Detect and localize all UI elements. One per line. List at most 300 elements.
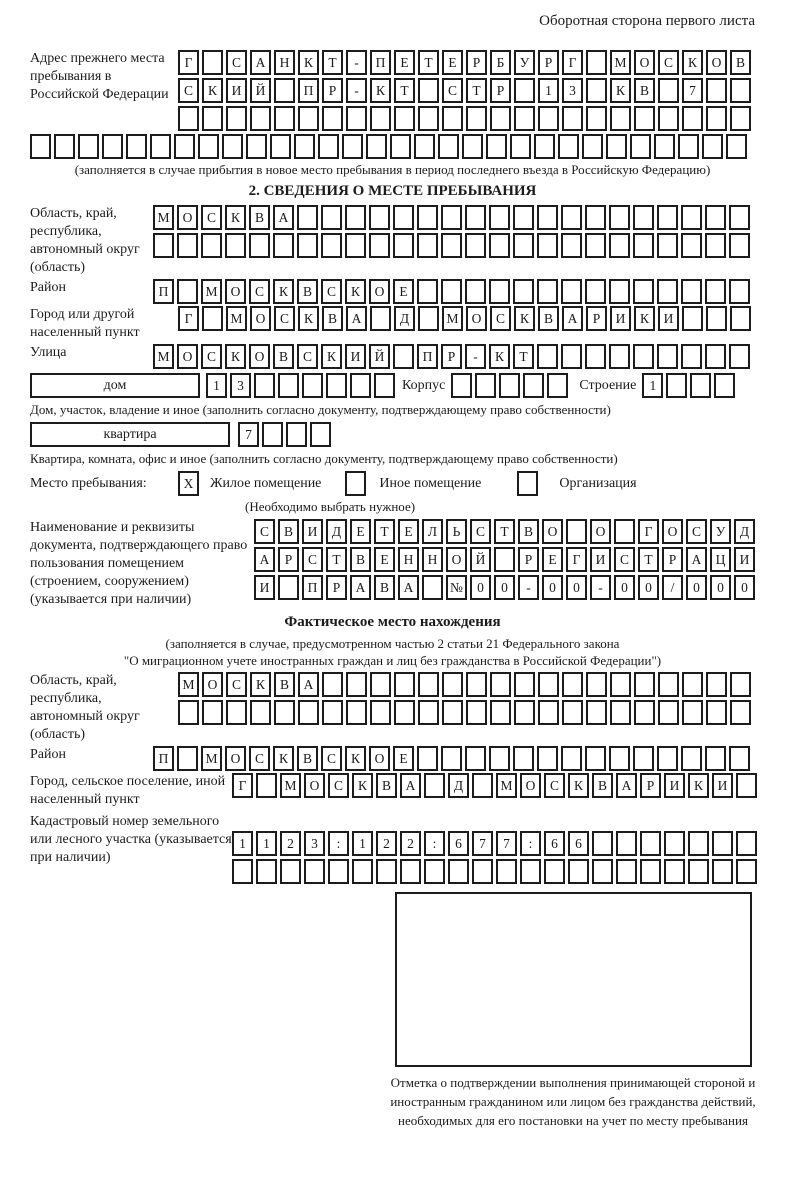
char-cell[interactable]	[226, 700, 247, 725]
char-cell[interactable]: 1	[232, 831, 253, 856]
char-cell[interactable]: Т	[418, 50, 439, 75]
char-cell[interactable]: В	[322, 306, 343, 331]
checkbox-residential[interactable]: X	[178, 471, 199, 496]
char-cell[interactable]: 1	[352, 831, 373, 856]
char-cell[interactable]: К	[321, 344, 342, 369]
char-cell[interactable]: 2	[280, 831, 301, 856]
char-cell[interactable]	[538, 700, 559, 725]
char-cell[interactable]: Т	[466, 78, 487, 103]
char-cell[interactable]: Г	[178, 50, 199, 75]
char-cell[interactable]: Г	[562, 50, 583, 75]
char-cell[interactable]: 0	[566, 575, 587, 600]
char-cell[interactable]	[534, 134, 555, 159]
char-cell[interactable]	[393, 233, 414, 258]
char-cell[interactable]	[730, 106, 751, 131]
char-cell[interactable]: К	[370, 78, 391, 103]
char-cell[interactable]	[586, 700, 607, 725]
char-cell[interactable]: С	[658, 50, 679, 75]
char-cell[interactable]: В	[350, 547, 371, 572]
char-cell[interactable]	[681, 344, 702, 369]
char-cell[interactable]	[585, 746, 606, 771]
char-cell[interactable]	[270, 134, 291, 159]
char-cell[interactable]	[177, 746, 198, 771]
char-cell[interactable]	[326, 373, 347, 398]
char-cell[interactable]	[418, 672, 439, 697]
char-cell[interactable]: :	[520, 831, 541, 856]
char-cell[interactable]	[202, 700, 223, 725]
char-cell[interactable]	[202, 50, 223, 75]
char-cell[interactable]	[369, 233, 390, 258]
char-cell[interactable]	[256, 859, 277, 884]
char-cell[interactable]: Ь	[446, 519, 467, 544]
char-cell[interactable]	[310, 422, 331, 447]
char-cell[interactable]	[254, 373, 275, 398]
char-cell[interactable]	[280, 859, 301, 884]
char-cell[interactable]: К	[514, 306, 535, 331]
char-cell[interactable]	[657, 746, 678, 771]
char-cell[interactable]	[658, 106, 679, 131]
char-cell[interactable]: Й	[250, 78, 271, 103]
char-cell[interactable]	[657, 279, 678, 304]
char-cell[interactable]: В	[592, 773, 613, 798]
char-cell[interactable]: А	[250, 50, 271, 75]
char-cell[interactable]	[514, 78, 535, 103]
char-cell[interactable]: Р	[518, 547, 539, 572]
char-cell[interactable]	[609, 746, 630, 771]
char-cell[interactable]	[630, 134, 651, 159]
char-cell[interactable]: Е	[442, 50, 463, 75]
char-cell[interactable]: В	[730, 50, 751, 75]
char-cell[interactable]	[441, 279, 462, 304]
char-cell[interactable]	[274, 700, 295, 725]
char-cell[interactable]: 3	[562, 78, 583, 103]
char-cell[interactable]: К	[688, 773, 709, 798]
char-cell[interactable]	[394, 672, 415, 697]
char-cell[interactable]	[706, 78, 727, 103]
char-cell[interactable]: П	[370, 50, 391, 75]
char-cell[interactable]	[592, 859, 613, 884]
char-cell[interactable]: С	[249, 279, 270, 304]
char-cell[interactable]	[682, 672, 703, 697]
char-cell[interactable]: 7	[472, 831, 493, 856]
char-cell[interactable]	[274, 78, 295, 103]
char-cell[interactable]: 1	[256, 831, 277, 856]
char-cell[interactable]	[424, 859, 445, 884]
char-cell[interactable]: И	[734, 547, 755, 572]
char-cell[interactable]: И	[610, 306, 631, 331]
char-cell[interactable]: О	[706, 50, 727, 75]
char-cell[interactable]: К	[298, 50, 319, 75]
char-cell[interactable]	[681, 205, 702, 230]
char-cell[interactable]	[490, 700, 511, 725]
char-cell[interactable]: О	[662, 519, 683, 544]
char-cell[interactable]	[466, 106, 487, 131]
char-cell[interactable]: Е	[393, 746, 414, 771]
char-cell[interactable]	[54, 134, 75, 159]
char-cell[interactable]	[666, 373, 687, 398]
char-cell[interactable]	[562, 672, 583, 697]
char-cell[interactable]	[561, 279, 582, 304]
char-cell[interactable]: М	[153, 344, 174, 369]
char-cell[interactable]	[297, 233, 318, 258]
char-cell[interactable]	[609, 205, 630, 230]
char-cell[interactable]	[562, 700, 583, 725]
char-cell[interactable]	[249, 233, 270, 258]
char-cell[interactable]	[682, 106, 703, 131]
char-cell[interactable]	[729, 205, 750, 230]
char-cell[interactable]: Р	[490, 78, 511, 103]
char-cell[interactable]	[490, 106, 511, 131]
char-cell[interactable]	[633, 746, 654, 771]
char-cell[interactable]	[262, 422, 283, 447]
char-cell[interactable]	[322, 700, 343, 725]
char-cell[interactable]: 1	[642, 373, 663, 398]
char-cell[interactable]	[370, 306, 391, 331]
char-cell[interactable]: К	[273, 279, 294, 304]
char-cell[interactable]	[297, 205, 318, 230]
char-cell[interactable]	[706, 106, 727, 131]
char-cell[interactable]	[730, 700, 751, 725]
char-cell[interactable]	[198, 134, 219, 159]
char-cell[interactable]: Е	[374, 547, 395, 572]
char-cell[interactable]	[322, 106, 343, 131]
char-cell[interactable]: О	[202, 672, 223, 697]
char-cell[interactable]	[586, 50, 607, 75]
char-cell[interactable]	[729, 279, 750, 304]
char-cell[interactable]	[472, 773, 493, 798]
char-cell[interactable]: Й	[470, 547, 491, 572]
char-cell[interactable]	[298, 106, 319, 131]
char-cell[interactable]: Е	[394, 50, 415, 75]
char-cell[interactable]	[610, 672, 631, 697]
char-cell[interactable]: К	[352, 773, 373, 798]
char-cell[interactable]	[226, 106, 247, 131]
char-cell[interactable]	[418, 700, 439, 725]
char-cell[interactable]: П	[153, 279, 174, 304]
char-cell[interactable]	[616, 859, 637, 884]
char-cell[interactable]: К	[345, 746, 366, 771]
char-cell[interactable]: В	[278, 519, 299, 544]
char-cell[interactable]: С	[249, 746, 270, 771]
char-cell[interactable]	[466, 700, 487, 725]
char-cell[interactable]: Л	[422, 519, 443, 544]
char-cell[interactable]	[304, 859, 325, 884]
char-cell[interactable]: Р	[278, 547, 299, 572]
char-cell[interactable]: 2	[376, 831, 397, 856]
char-cell[interactable]: У	[710, 519, 731, 544]
char-cell[interactable]	[417, 205, 438, 230]
checkbox-organization[interactable]	[517, 471, 538, 496]
char-cell[interactable]: А	[686, 547, 707, 572]
char-cell[interactable]: Т	[494, 519, 515, 544]
char-cell[interactable]	[322, 672, 343, 697]
char-cell[interactable]	[705, 344, 726, 369]
char-cell[interactable]	[321, 233, 342, 258]
char-cell[interactable]	[633, 205, 654, 230]
char-cell[interactable]	[544, 859, 565, 884]
char-cell[interactable]	[681, 233, 702, 258]
char-cell[interactable]	[537, 344, 558, 369]
char-cell[interactable]: С	[226, 672, 247, 697]
char-cell[interactable]: 6	[568, 831, 589, 856]
char-cell[interactable]	[222, 134, 243, 159]
char-cell[interactable]	[465, 205, 486, 230]
char-cell[interactable]	[513, 279, 534, 304]
char-cell[interactable]	[523, 373, 544, 398]
char-cell[interactable]: С	[302, 547, 323, 572]
char-cell[interactable]: :	[328, 831, 349, 856]
char-cell[interactable]	[177, 233, 198, 258]
char-cell[interactable]: Р	[322, 78, 343, 103]
char-cell[interactable]: Т	[638, 547, 659, 572]
char-cell[interactable]	[441, 205, 462, 230]
char-cell[interactable]	[730, 672, 751, 697]
char-cell[interactable]: :	[424, 831, 445, 856]
char-cell[interactable]: П	[302, 575, 323, 600]
char-cell[interactable]: С	[321, 746, 342, 771]
char-cell[interactable]: С	[178, 78, 199, 103]
char-cell[interactable]: -	[465, 344, 486, 369]
char-cell[interactable]	[688, 831, 709, 856]
char-cell[interactable]	[729, 233, 750, 258]
char-cell[interactable]	[586, 106, 607, 131]
char-cell[interactable]	[346, 672, 367, 697]
char-cell[interactable]: Т	[374, 519, 395, 544]
char-cell[interactable]	[225, 233, 246, 258]
char-cell[interactable]: 7	[238, 422, 259, 447]
char-cell[interactable]	[513, 746, 534, 771]
char-cell[interactable]	[606, 134, 627, 159]
char-cell[interactable]	[664, 831, 685, 856]
char-cell[interactable]	[394, 106, 415, 131]
char-cell[interactable]: С	[490, 306, 511, 331]
char-cell[interactable]: Р	[326, 575, 347, 600]
char-cell[interactable]: -	[346, 50, 367, 75]
char-cell[interactable]	[726, 134, 747, 159]
char-cell[interactable]	[640, 859, 661, 884]
char-cell[interactable]	[400, 859, 421, 884]
char-cell[interactable]: М	[178, 672, 199, 697]
char-cell[interactable]: 6	[544, 831, 565, 856]
char-cell[interactable]	[345, 233, 366, 258]
char-cell[interactable]	[417, 233, 438, 258]
char-cell[interactable]	[562, 106, 583, 131]
char-cell[interactable]	[462, 134, 483, 159]
char-cell[interactable]: К	[225, 344, 246, 369]
char-cell[interactable]	[438, 134, 459, 159]
char-cell[interactable]: Р	[538, 50, 559, 75]
char-cell[interactable]	[585, 205, 606, 230]
char-cell[interactable]	[250, 700, 271, 725]
char-cell[interactable]	[654, 134, 675, 159]
char-cell[interactable]: С	[274, 306, 295, 331]
char-cell[interactable]	[489, 205, 510, 230]
char-cell[interactable]: -	[590, 575, 611, 600]
char-cell[interactable]	[558, 134, 579, 159]
char-cell[interactable]: М	[496, 773, 517, 798]
char-cell[interactable]	[302, 373, 323, 398]
char-cell[interactable]	[736, 773, 757, 798]
char-cell[interactable]: В	[297, 746, 318, 771]
char-cell[interactable]	[585, 344, 606, 369]
char-cell[interactable]: -	[346, 78, 367, 103]
char-cell[interactable]	[706, 306, 727, 331]
char-cell[interactable]	[658, 78, 679, 103]
char-cell[interactable]	[513, 205, 534, 230]
char-cell[interactable]	[418, 306, 439, 331]
char-cell[interactable]	[352, 859, 373, 884]
char-cell[interactable]	[246, 134, 267, 159]
char-cell[interactable]: К	[682, 50, 703, 75]
char-cell[interactable]: Р	[586, 306, 607, 331]
char-cell[interactable]	[174, 134, 195, 159]
char-cell[interactable]	[298, 700, 319, 725]
char-cell[interactable]	[273, 233, 294, 258]
char-cell[interactable]: 0	[494, 575, 515, 600]
char-cell[interactable]: М	[442, 306, 463, 331]
char-cell[interactable]	[286, 422, 307, 447]
char-cell[interactable]: К	[489, 344, 510, 369]
char-cell[interactable]: 6	[448, 831, 469, 856]
char-cell[interactable]	[681, 746, 702, 771]
char-cell[interactable]: В	[273, 344, 294, 369]
char-cell[interactable]	[561, 746, 582, 771]
char-cell[interactable]	[514, 106, 535, 131]
char-cell[interactable]	[489, 746, 510, 771]
char-cell[interactable]: С	[201, 344, 222, 369]
char-cell[interactable]: О	[542, 519, 563, 544]
char-cell[interactable]	[126, 134, 147, 159]
char-cell[interactable]	[658, 700, 679, 725]
char-cell[interactable]: 0	[542, 575, 563, 600]
char-cell[interactable]: К	[610, 78, 631, 103]
char-cell[interactable]	[442, 106, 463, 131]
char-cell[interactable]	[490, 672, 511, 697]
char-cell[interactable]	[706, 700, 727, 725]
char-cell[interactable]	[561, 233, 582, 258]
char-cell[interactable]	[705, 746, 726, 771]
char-cell[interactable]	[153, 233, 174, 258]
char-cell[interactable]	[376, 859, 397, 884]
char-cell[interactable]: Н	[274, 50, 295, 75]
char-cell[interactable]	[682, 700, 703, 725]
char-cell[interactable]: М	[610, 50, 631, 75]
char-cell[interactable]	[610, 106, 631, 131]
char-cell[interactable]	[568, 859, 589, 884]
char-cell[interactable]	[705, 205, 726, 230]
char-cell[interactable]: Г	[232, 773, 253, 798]
char-cell[interactable]: 1	[538, 78, 559, 103]
char-cell[interactable]: В	[374, 575, 395, 600]
char-cell[interactable]	[537, 233, 558, 258]
char-cell[interactable]: Р	[441, 344, 462, 369]
char-cell[interactable]: С	[254, 519, 275, 544]
char-cell[interactable]	[465, 279, 486, 304]
char-cell[interactable]	[346, 106, 367, 131]
char-cell[interactable]	[422, 575, 443, 600]
char-cell[interactable]	[102, 134, 123, 159]
char-cell[interactable]: К	[298, 306, 319, 331]
char-cell[interactable]: Р	[662, 547, 683, 572]
char-cell[interactable]: К	[273, 746, 294, 771]
char-cell[interactable]: А	[298, 672, 319, 697]
char-cell[interactable]: Т	[326, 547, 347, 572]
char-cell[interactable]: 0	[614, 575, 635, 600]
char-cell[interactable]	[566, 519, 587, 544]
char-cell[interactable]	[688, 859, 709, 884]
char-cell[interactable]: И	[712, 773, 733, 798]
char-cell[interactable]	[278, 373, 299, 398]
char-cell[interactable]: С	[297, 344, 318, 369]
char-cell[interactable]	[489, 233, 510, 258]
char-cell[interactable]: С	[226, 50, 247, 75]
char-cell[interactable]: Ц	[710, 547, 731, 572]
char-cell[interactable]	[177, 279, 198, 304]
char-cell[interactable]	[321, 205, 342, 230]
char-cell[interactable]	[537, 279, 558, 304]
char-cell[interactable]	[232, 859, 253, 884]
char-cell[interactable]: Б	[490, 50, 511, 75]
char-cell[interactable]: С	[470, 519, 491, 544]
char-cell[interactable]	[616, 831, 637, 856]
char-cell[interactable]	[714, 373, 735, 398]
char-cell[interactable]	[633, 344, 654, 369]
char-cell[interactable]: М	[201, 279, 222, 304]
char-cell[interactable]: М	[201, 746, 222, 771]
char-cell[interactable]: А	[350, 575, 371, 600]
char-cell[interactable]: М	[280, 773, 301, 798]
char-cell[interactable]: К	[225, 205, 246, 230]
char-cell[interactable]	[736, 859, 757, 884]
char-cell[interactable]: О	[177, 344, 198, 369]
char-cell[interactable]	[346, 700, 367, 725]
char-cell[interactable]	[634, 700, 655, 725]
char-cell[interactable]: С	[328, 773, 349, 798]
char-cell[interactable]: С	[442, 78, 463, 103]
char-cell[interactable]: 3	[304, 831, 325, 856]
char-cell[interactable]	[582, 134, 603, 159]
char-cell[interactable]	[442, 700, 463, 725]
char-cell[interactable]: К	[568, 773, 589, 798]
char-cell[interactable]: С	[686, 519, 707, 544]
char-cell[interactable]	[712, 859, 733, 884]
char-cell[interactable]	[278, 575, 299, 600]
char-cell[interactable]: 7	[682, 78, 703, 103]
char-cell[interactable]: Д	[734, 519, 755, 544]
char-cell[interactable]: А	[562, 306, 583, 331]
char-cell[interactable]	[489, 279, 510, 304]
char-cell[interactable]: М	[226, 306, 247, 331]
char-cell[interactable]	[417, 279, 438, 304]
char-cell[interactable]	[609, 233, 630, 258]
char-cell[interactable]	[537, 746, 558, 771]
char-cell[interactable]	[393, 344, 414, 369]
char-cell[interactable]	[178, 106, 199, 131]
char-cell[interactable]	[561, 344, 582, 369]
char-cell[interactable]	[513, 233, 534, 258]
char-cell[interactable]	[705, 279, 726, 304]
char-cell[interactable]: О	[249, 344, 270, 369]
char-cell[interactable]: О	[520, 773, 541, 798]
char-cell[interactable]	[370, 672, 391, 697]
char-cell[interactable]: Г	[566, 547, 587, 572]
char-cell[interactable]: 0	[734, 575, 755, 600]
char-cell[interactable]	[374, 373, 395, 398]
char-cell[interactable]	[486, 134, 507, 159]
char-cell[interactable]: К	[250, 672, 271, 697]
char-cell[interactable]	[586, 672, 607, 697]
char-cell[interactable]: И	[664, 773, 685, 798]
